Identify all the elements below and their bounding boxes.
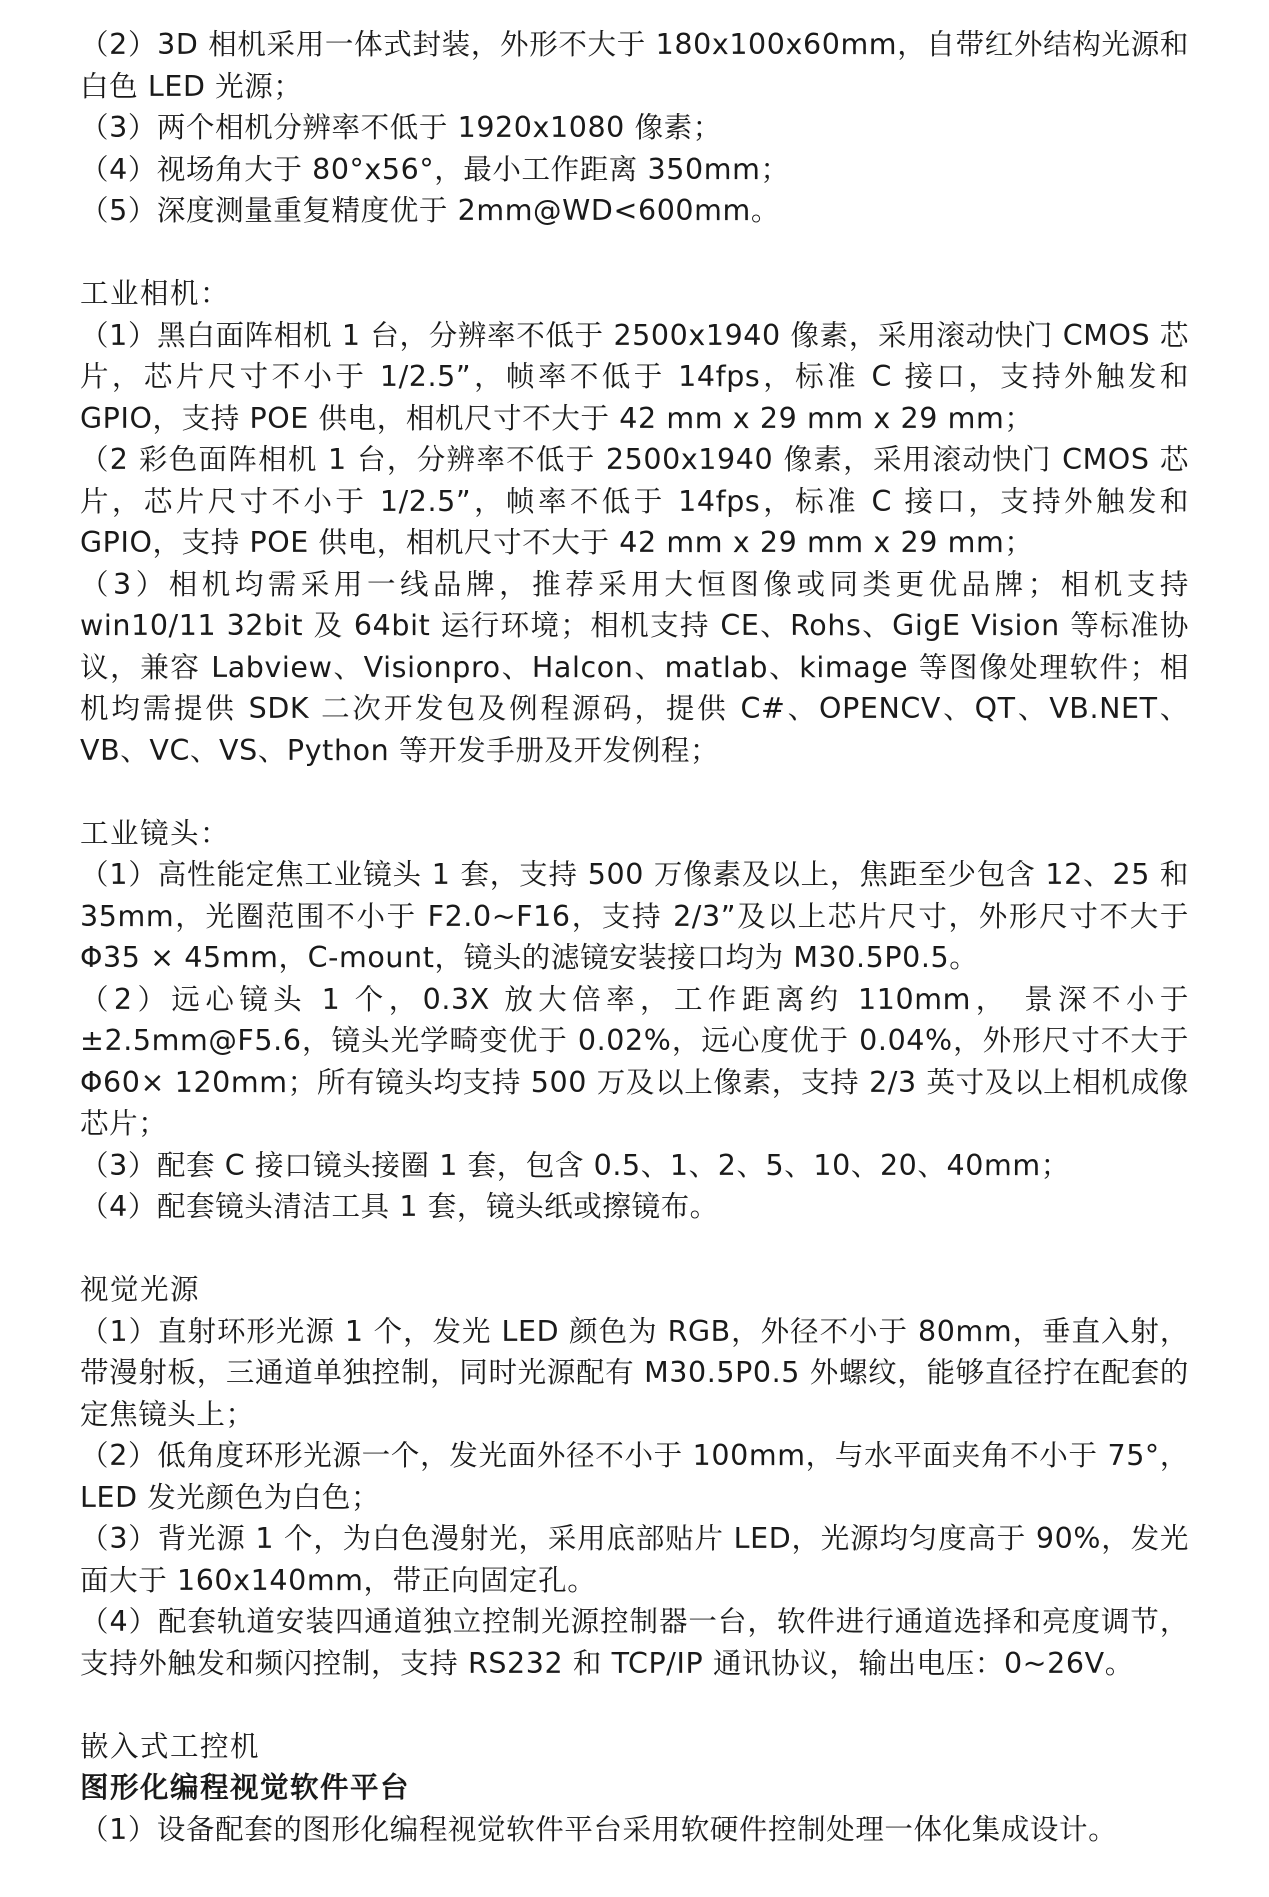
industrial-lens-heading: 工业镜头： <box>80 816 231 850</box>
section-spacer <box>80 232 1189 274</box>
section-spacer <box>80 1228 1189 1270</box>
industrial-lens-item-2: （2）远心镜头 1 个，0.3X 放大倍率，工作距离约 110mm， 景深不小于±2.5mm@F5.6，镜头光学畸变优于 0.02%，远心度优于 0.04%，外形尺寸不大于Φ60× 120mm；所有镜头均支持 500 万及以上像素，支持 2/3 英寸及以上相机成像芯片； <box>80 982 1189 1140</box>
industrial-camera-item-3: （3）相机均需采用一线品牌，推荐采用大恒图像或同类更优品牌；相机支持 win10/11 32bit 及 64bit 运行环境；相机支持 CE、Rohs、GigE Vision 等标准协议，兼容 Labview、Visionpro、Halcon、matlab、kimage 等图像处理软件；相机均需提供 SDK 二次开发包及例程源码，提供 C#、OPENCV、QT、VB.NET、VB、VC、VS、Python 等开发手册及开发例程； <box>80 567 1189 767</box>
industrial-camera-item-1: （1）黑白面阵相机 1 台，分辨率不低于 2500x1940 像素，采用滚动快门 CMOS 芯片，芯片尺寸不小于 1/2.5”，帧率不低于 14fps，标准 C 接口，支持外触发和 GPIO，支持 POE 供电，相机尺寸不大于 42 mm x 29 mm x 29 mm； <box>80 318 1189 435</box>
graphical-platform-item-1: （1）设备配套的图形化编程视觉软件平台采用软硬件控制处理一体化集成设计。 <box>80 1812 1118 1846</box>
industrial-camera-item-2: （2 彩色面阵相机 1 台，分辨率不低于 2500x1940 像素，采用滚动快门 CMOS 芯片，芯片尺寸不小于 1/2.5”，帧率不低于 14fps，标准 C 接口，支持外触发和 GPIO，支持 POE 供电，相机尺寸不大于 42 mm x 29 mm x 29 mm； <box>80 443 1189 559</box>
section-spacer <box>80 1684 1189 1726</box>
section-vision-light <box>80 1269 1189 1684</box>
section-embedded-ipc <box>80 1726 1189 1851</box>
vision-light-item-4: （4）配套轨道安装四通道独立控制光源控制器一台，软件进行通道选择和亮度调节，支持外触发和频闪控制，支持 RS232 和 TCP/IP 通讯协议，输出电压：0~26V。 <box>80 1605 1189 1680</box>
vision-light-item-2: （2）低角度环形光源一个，发光面外径不小于 100mm，与水平面夹角不小于 75°，LED 发光颜色为白色； <box>80 1439 1189 1514</box>
section-industrial-lens <box>80 813 1189 1228</box>
graphical-platform-heading: 图形化编程视觉软件平台 <box>80 1770 411 1804</box>
industrial-lens-item-1: （1）高性能定焦工业镜头 1 套，支持 500 万像素及以上，焦距至少包含 12、25 和 35mm，光圈范围不小于 F2.0~F16，支持 2/3”及以上芯片尺寸，外形尺寸不大于Φ35 × 45mm，C-mount，镜头的滤镜安装接口均为 M30.5P0.5。 <box>80 858 1189 974</box>
industrial-lens-item-3: （3）配套 C 接口镜头接圈 1 套，包含 0.5、1、2、5、10、20、40mm； <box>80 1148 1070 1182</box>
vision-light-item-1: （1）直射环形光源 1 个，发光 LED 颜色为 RGB，外径不小于 80mm，垂直入射，带漫射板，三通道单独控制，同时光源配有 M30.5P0.5 外螺纹，能够直径拧在配套的定焦镜头上； <box>80 1314 1189 1431</box>
embedded-ipc-heading: 嵌入式工控机 <box>80 1729 261 1763</box>
camera3d-item-3: （3）两个相机分辨率不低于 1920x1080 像素； <box>80 111 722 144</box>
camera3d-item-2: （2）3D 相机采用一体式封装，外形不大于 180x100x60mm，自带红外结构光源和白色 LED 光源； <box>80 28 1189 103</box>
industrial-camera-heading: 工业相机： <box>80 277 231 310</box>
section-industrial-camera <box>80 273 1189 771</box>
section-3d-camera <box>80 24 1189 232</box>
industrial-lens-item-4: （4）配套镜头清洁工具 1 套，镜头纸或擦镜布。 <box>80 1190 719 1223</box>
vision-light-item-3: （3）背光源 1 个，为白色漫射光，采用底部贴片 LED，光源均匀度高于 90%，发光面大于 160x140mm，带正向固定孔。 <box>80 1522 1189 1597</box>
camera3d-item-4: （4）视场角大于 80°x56°，最小工作距离 350mm； <box>80 152 790 186</box>
vision-light-heading: 视觉光源 <box>80 1273 201 1306</box>
camera3d-item-5: （5）深度测量重复精度优于 2mm@WD<600mm。 <box>80 194 780 227</box>
section-spacer <box>80 771 1189 813</box>
